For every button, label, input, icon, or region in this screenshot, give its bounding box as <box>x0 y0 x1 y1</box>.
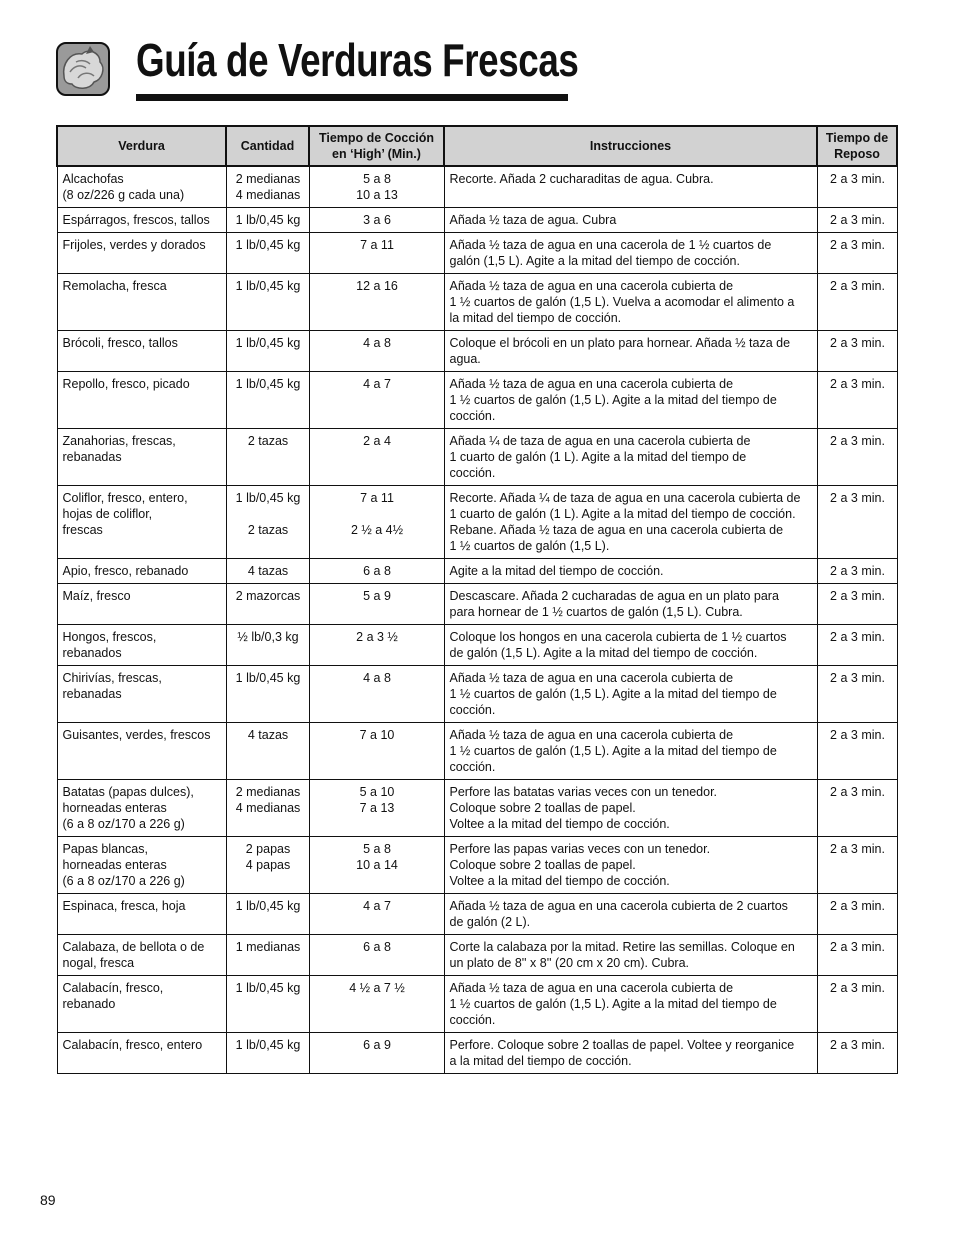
cell-cook-time-line: 5 a 10 <box>359 785 395 799</box>
cell-instructions-line: Perfore. Coloque sobre 2 toallas de papel. Voltee y reorganice <box>449 1038 795 1052</box>
cell-quantity <box>226 331 309 372</box>
cell-cook-time <box>309 976 444 1033</box>
table-row <box>57 1033 897 1074</box>
cell-cook-time <box>309 372 444 429</box>
cell-vegetable-line: Calabacín, fresco, entero <box>62 1038 203 1052</box>
cell-cook-time-line: 7 a 11 <box>360 491 394 505</box>
cell-rest-time: 2 a 3 min. <box>817 1033 897 1074</box>
cell-instructions <box>444 584 817 625</box>
cell-quantity-line: 1 lb/0,45 kg <box>235 1038 301 1052</box>
header-rest-time <box>817 126 897 166</box>
cell-instructions <box>444 208 817 233</box>
cell-instructions-line: Coloque sobre 2 toallas de papel. <box>449 801 636 815</box>
cell-cook-time-line <box>315 506 440 522</box>
cell-vegetable-line: Frijoles, verdes y dorados <box>62 238 206 252</box>
cell-vegetable <box>57 584 226 625</box>
table-row <box>57 233 897 274</box>
cell-instructions-line: Voltee a la mitad del tiempo de cocción. <box>449 817 670 831</box>
cell-quantity <box>226 780 309 837</box>
cell-rest-time: 2 a 3 min. <box>817 429 897 486</box>
cell-quantity <box>226 976 309 1033</box>
cell-instructions-line: Perfore las papas varias veces con un tenedor. <box>449 842 711 856</box>
cell-vegetable <box>57 486 226 559</box>
cell-vegetable <box>57 274 226 331</box>
cell-instructions-line: de galón (1,5 L). Agite a la mitad del tiempo de cocción. <box>449 646 758 660</box>
table-row <box>57 166 897 208</box>
header-instructions: Instrucciones <box>444 126 817 166</box>
cell-rest-time: 2 a 3 min. <box>817 780 897 837</box>
cell-rest-time: 2 a 3 min. <box>817 837 897 894</box>
cell-instructions-line: Añada ½ taza de agua en una cacerola cubierta de <box>449 671 734 685</box>
cell-instructions <box>444 780 817 837</box>
cell-vegetable-line: rebanado <box>62 997 116 1011</box>
cell-cook-time <box>309 723 444 780</box>
cell-quantity <box>226 584 309 625</box>
cell-rest-time: 2 a 3 min. <box>817 274 897 331</box>
cell-cook-time <box>309 780 444 837</box>
cell-quantity <box>226 723 309 780</box>
cell-cook-time-line: 4 a 8 <box>363 336 391 350</box>
cell-instructions-line: a la mitad del tiempo de cocción. <box>449 1054 632 1068</box>
cell-instructions-line: 1 cuarto de galón (1 L). Agite a la mitad del tiempo de <box>449 450 747 464</box>
cell-vegetable-line: (6 a 8 oz/170 a 226 g) <box>62 817 185 831</box>
cell-quantity <box>226 666 309 723</box>
cell-vegetable-line: frescas <box>62 523 103 537</box>
cell-quantity-line: 2 mazorcas <box>235 589 301 603</box>
cell-quantity <box>226 559 309 584</box>
cell-cook-time-line: 6 a 9 <box>363 1038 391 1052</box>
cell-vegetable <box>57 1033 226 1074</box>
cell-instructions <box>444 233 817 274</box>
cell-cook-time-line: 10 a 13 <box>356 188 398 202</box>
cell-quantity <box>226 935 309 976</box>
cell-instructions-line: Coloque el brócoli en un plato para hornear. Añada ½ taza de <box>449 336 791 350</box>
cell-quantity <box>226 486 309 559</box>
table-row <box>57 935 897 976</box>
cell-cook-time-line: 2 a 3 ½ <box>356 630 398 644</box>
cell-instructions-line: Perfore las batatas varias veces con un tenedor. <box>449 785 718 799</box>
cell-quantity-line: 2 papas <box>245 842 291 856</box>
cell-quantity <box>226 166 309 208</box>
cell-cook-time-line: 4 a 7 <box>363 899 391 913</box>
cell-rest-time: 2 a 3 min. <box>817 723 897 780</box>
cell-instructions-line: Corte la calabaza por la mitad. Retire las semillas. Coloque en <box>449 940 795 954</box>
cell-quantity <box>226 208 309 233</box>
cell-quantity <box>226 894 309 935</box>
table-row <box>57 208 897 233</box>
table-row <box>57 429 897 486</box>
cell-vegetable-line: Repollo, fresco, picado <box>62 377 190 391</box>
cell-cook-time-line: 6 a 8 <box>363 564 391 578</box>
cell-instructions-line: cocción. <box>449 466 496 480</box>
cell-quantity-line: 1 lb/0,45 kg <box>235 238 301 252</box>
cell-vegetable <box>57 935 226 976</box>
cell-rest-time: 2 a 3 min. <box>817 208 897 233</box>
cell-vegetable <box>57 894 226 935</box>
cell-quantity-line: 2 tazas <box>247 434 289 448</box>
cell-cook-time-line: 2 ½ a 4½ <box>350 523 404 537</box>
cell-vegetable <box>57 559 226 584</box>
cell-instructions-line: Coloque los hongos en una cacerola cubierta de 1 ½ cuartos <box>449 630 787 644</box>
cell-vegetable-line: Maíz, fresco <box>62 589 131 603</box>
cell-cook-time <box>309 331 444 372</box>
cell-instructions <box>444 935 817 976</box>
cell-vegetable-line: Brócoli, fresco, tallos <box>62 336 178 350</box>
cell-instructions-line: un plato de 8'' x 8'' (20 cm x 20 cm). Cubra. <box>449 956 690 970</box>
cell-cook-time <box>309 233 444 274</box>
cell-instructions-line: de galón (2 L). <box>449 915 531 929</box>
table-row <box>57 274 897 331</box>
cell-instructions <box>444 666 817 723</box>
cell-quantity-line: 2 medianas <box>235 172 301 186</box>
header-quantity: Cantidad <box>226 126 309 166</box>
cell-instructions <box>444 429 817 486</box>
cell-instructions-line: Rebane. Añada ½ taza de agua en una cacerola cubierta de <box>449 523 784 537</box>
cell-instructions-line: 1 ½ cuartos de galón (1,5 L). Agite a la mitad del tiempo de <box>449 744 777 758</box>
table-row <box>57 780 897 837</box>
cell-instructions-line: cocción. <box>449 703 496 717</box>
cell-vegetable-line: Remolacha, fresca <box>62 279 167 293</box>
cell-instructions-line: Añada ½ taza de agua en una cacerola cubierta de <box>449 279 734 293</box>
header-cook-time-line: en ‘High’ (Min.) <box>332 147 421 161</box>
cell-cook-time-line: 7 a 10 <box>359 728 395 742</box>
cell-cook-time <box>309 1033 444 1074</box>
cell-quantity-line: 1 lb/0,45 kg <box>235 213 301 227</box>
cell-rest-time: 2 a 3 min. <box>817 625 897 666</box>
cell-instructions-line: Añada ½ taza de agua en una cacerola cubierta de <box>449 981 734 995</box>
cell-cook-time <box>309 935 444 976</box>
cell-cook-time <box>309 894 444 935</box>
cell-cook-time-line: 3 a 6 <box>363 213 391 227</box>
cell-instructions-line: 1 ½ cuartos de galón (1,5 L). Vuelva a acomodar el alimento a <box>449 295 795 309</box>
cell-vegetable <box>57 372 226 429</box>
cell-rest-time: 2 a 3 min. <box>817 894 897 935</box>
cell-quantity-line: 1 lb/0,45 kg <box>235 981 301 995</box>
cell-quantity-line: 4 medianas <box>235 801 301 815</box>
cell-cook-time-line: 10 a 14 <box>356 858 398 872</box>
cell-vegetable-line: Alcachofas <box>62 172 124 186</box>
cell-rest-time: 2 a 3 min. <box>817 935 897 976</box>
table-row <box>57 894 897 935</box>
cell-instructions <box>444 837 817 894</box>
cell-rest-time: 2 a 3 min. <box>817 559 897 584</box>
cell-instructions-line: 1 cuarto de galón (1 L). Agite a la mitad del tiempo de cocción. <box>449 507 796 521</box>
cell-vegetable-line: Apio, fresco, rebanado <box>62 564 189 578</box>
cell-vegetable-line: hojas de coliflor, <box>62 507 153 521</box>
cell-quantity-line <box>232 506 305 522</box>
cell-vegetable-line: Coliflor, fresco, entero, <box>62 491 188 505</box>
cell-vegetable-line: Zanahorias, frescas, <box>62 434 176 448</box>
cell-instructions-line: para hornear de 1 ½ cuartos de galón (1,5 L). Cubra. <box>449 605 743 619</box>
table-row <box>57 584 897 625</box>
title-rule <box>136 94 568 101</box>
vegetable-icon <box>56 42 110 96</box>
cell-cook-time <box>309 486 444 559</box>
cell-vegetable <box>57 429 226 486</box>
table-row <box>57 666 897 723</box>
cell-vegetable-line: Papas blancas, <box>62 842 148 856</box>
cell-rest-time: 2 a 3 min. <box>817 584 897 625</box>
cell-vegetable-line: Guisantes, verdes, frescos <box>62 728 211 742</box>
cell-instructions <box>444 894 817 935</box>
cell-cook-time-line: 12 a 16 <box>356 279 398 293</box>
cell-instructions <box>444 372 817 429</box>
cell-vegetable-line: horneadas enteras <box>62 858 167 872</box>
cell-vegetable-line: rebanadas <box>62 687 122 701</box>
cell-rest-time: 2 a 3 min. <box>817 486 897 559</box>
table-row <box>57 372 897 429</box>
cell-instructions-line: cocción. <box>449 1013 496 1027</box>
cell-instructions <box>444 166 817 208</box>
cell-rest-time: 2 a 3 min. <box>817 666 897 723</box>
cell-quantity-line: 4 tazas <box>247 728 289 742</box>
cell-quantity-line: 2 medianas <box>235 785 301 799</box>
cell-instructions-line: Coloque sobre 2 toallas de papel. <box>449 858 636 872</box>
cell-cook-time-line: 5 a 9 <box>363 589 391 603</box>
cell-cook-time <box>309 274 444 331</box>
cell-vegetable-line: Espárragos, frescos, tallos <box>62 213 210 227</box>
cell-instructions-line: Voltee a la mitad del tiempo de cocción. <box>449 874 670 888</box>
cell-cook-time-line: 4 a 8 <box>363 671 391 685</box>
table-row <box>57 559 897 584</box>
cell-instructions <box>444 274 817 331</box>
cell-vegetable <box>57 208 226 233</box>
cell-instructions-line: Recorte. Añada 2 cucharaditas de agua. Cubra. <box>449 172 714 186</box>
cell-vegetable-line: Espinaca, fresca, hoja <box>62 899 186 913</box>
cell-instructions <box>444 486 817 559</box>
cell-instructions-line: Agite a la mitad del tiempo de cocción. <box>449 564 664 578</box>
cell-instructions-line: Descascare. Añada 2 cucharadas de agua en un plato para <box>449 589 779 603</box>
cell-vegetable <box>57 780 226 837</box>
cell-vegetable-line: Chirivías, frescas, <box>62 671 162 685</box>
cell-cook-time <box>309 166 444 208</box>
cell-quantity-line: 1 lb/0,45 kg <box>235 377 301 391</box>
cell-vegetable-line: rebanados <box>62 646 122 660</box>
page-title: Guía de Verduras Frescas <box>136 34 579 86</box>
cell-quantity <box>226 233 309 274</box>
header-cook-time-line: Tiempo de Cocción <box>318 131 435 145</box>
cell-instructions-line: Añada ½ taza de agua en una cacerola de 1 ½ cuartos de <box>449 238 772 252</box>
cell-quantity-line: 2 tazas <box>247 523 289 537</box>
cell-vegetable <box>57 666 226 723</box>
cell-cook-time <box>309 429 444 486</box>
cell-quantity-line: 1 lb/0,45 kg <box>235 671 301 685</box>
cell-instructions-line: Recorte. Añada ¼ de taza de agua en una cacerola cubierta de <box>449 491 801 505</box>
cell-cook-time <box>309 837 444 894</box>
cell-instructions-line: Añada ½ taza de agua en una cacerola cubierta de <box>449 377 734 391</box>
cell-vegetable <box>57 625 226 666</box>
cell-cook-time-line: 4 a 7 <box>363 377 391 391</box>
cell-rest-time: 2 a 3 min. <box>817 166 897 208</box>
cell-quantity-line: ½ lb/0,3 kg <box>237 630 299 644</box>
cell-quantity <box>226 372 309 429</box>
table-row <box>57 625 897 666</box>
cell-rest-time: 2 a 3 min. <box>817 233 897 274</box>
cell-instructions <box>444 723 817 780</box>
cell-instructions-line: 1 ½ cuartos de galón (1,5 L). <box>449 539 610 553</box>
cell-cook-time-line: 6 a 8 <box>363 940 391 954</box>
table-row <box>57 331 897 372</box>
cell-instructions-line: 1 ½ cuartos de galón (1,5 L). Agite a la mitad del tiempo de <box>449 687 777 701</box>
cell-instructions-line: Añada ½ taza de agua en una cacerola cubierta de 2 cuartos <box>449 899 788 913</box>
cell-quantity-line: 1 medianas <box>235 940 301 954</box>
cell-vegetable-line: horneadas enteras <box>62 801 167 815</box>
cell-vegetable <box>57 976 226 1033</box>
cell-rest-time: 2 a 3 min. <box>817 976 897 1033</box>
cell-vegetable <box>57 837 226 894</box>
header-rest-time-line: Reposo <box>834 147 880 161</box>
cell-cook-time <box>309 625 444 666</box>
cell-quantity-line: 4 papas <box>245 858 291 872</box>
cell-instructions-line: Añada ¼ de taza de agua en una cacerola cubierta de <box>449 434 751 448</box>
header-cook-time <box>309 126 444 166</box>
cell-instructions-line: Añada ½ taza de agua en una cacerola cubierta de <box>449 728 734 742</box>
cell-cook-time-line: 4 ½ a 7 ½ <box>349 981 405 995</box>
cell-instructions <box>444 1033 817 1074</box>
cell-quantity <box>226 274 309 331</box>
cell-cook-time-line: 7 a 13 <box>359 801 395 815</box>
cell-vegetable-line: (8 oz/226 g cada una) <box>62 188 185 202</box>
cell-cook-time-line: 2 a 4 <box>363 434 391 448</box>
cell-cook-time <box>309 584 444 625</box>
cell-vegetable <box>57 331 226 372</box>
vegetable-guide-table <box>56 125 898 1074</box>
cell-instructions <box>444 559 817 584</box>
cell-instructions <box>444 625 817 666</box>
cell-rest-time: 2 a 3 min. <box>817 331 897 372</box>
cell-quantity <box>226 837 309 894</box>
table-row <box>57 486 897 559</box>
cell-instructions-line: 1 ½ cuartos de galón (1,5 L). Agite a la mitad del tiempo de <box>449 997 777 1011</box>
table-header-row <box>57 126 897 166</box>
header-rest-time-line: Tiempo de <box>825 131 889 145</box>
cell-vegetable <box>57 166 226 208</box>
cell-vegetable-line: Calabacín, fresco, <box>62 981 164 995</box>
cell-instructions-line: cocción. <box>449 760 496 774</box>
header-vegetable: Verdura <box>57 126 226 166</box>
cell-quantity <box>226 625 309 666</box>
cell-instructions-line: cocción. <box>449 409 496 423</box>
cell-instructions-line: agua. <box>449 352 481 366</box>
cell-rest-time: 2 a 3 min. <box>817 372 897 429</box>
cell-quantity-line: 4 medianas <box>235 188 301 202</box>
cell-instructions-line: la mitad del tiempo de cocción. <box>449 311 622 325</box>
cell-quantity-line: 1 lb/0,45 kg <box>235 336 301 350</box>
table-body <box>57 166 897 1074</box>
cell-cook-time <box>309 666 444 723</box>
cell-instructions-line: galón (1,5 L). Agite a la mitad del tiempo de cocción. <box>449 254 740 268</box>
cell-vegetable-line: (6 a 8 oz/170 a 226 g) <box>62 874 185 888</box>
table-row <box>57 837 897 894</box>
cell-quantity <box>226 1033 309 1074</box>
table-row <box>57 723 897 780</box>
cell-cook-time <box>309 559 444 584</box>
cell-vegetable-line: Calabaza, de bellota o de <box>62 940 205 954</box>
cell-instructions <box>444 976 817 1033</box>
cell-cook-time-line: 5 a 8 <box>363 842 391 856</box>
cell-cook-time-line: 5 a 8 <box>363 172 391 186</box>
cell-quantity-line: 1 lb/0,45 kg <box>235 279 301 293</box>
cell-quantity-line: 1 lb/0,45 kg <box>235 899 301 913</box>
cell-vegetable <box>57 233 226 274</box>
cell-vegetable-line: Hongos, frescos, <box>62 630 157 644</box>
cell-quantity <box>226 429 309 486</box>
cell-cook-time <box>309 208 444 233</box>
cell-instructions <box>444 331 817 372</box>
cell-cook-time-line: 7 a 11 <box>360 238 394 252</box>
cell-quantity-line: 4 tazas <box>247 564 289 578</box>
cell-vegetable-line: rebanadas <box>62 450 122 464</box>
page-number: 89 <box>40 1192 56 1208</box>
cell-instructions-line: 1 ½ cuartos de galón (1,5 L). Agite a la mitad del tiempo de <box>449 393 777 407</box>
cell-vegetable-line: nogal, fresca <box>62 956 135 970</box>
cell-quantity-line: 1 lb/0,45 kg <box>235 491 301 505</box>
cell-vegetable <box>57 723 226 780</box>
cell-vegetable-line: Batatas (papas dulces), <box>62 785 194 799</box>
table-row <box>57 976 897 1033</box>
cell-instructions-line: Añada ½ taza de agua. Cubra <box>449 213 617 227</box>
